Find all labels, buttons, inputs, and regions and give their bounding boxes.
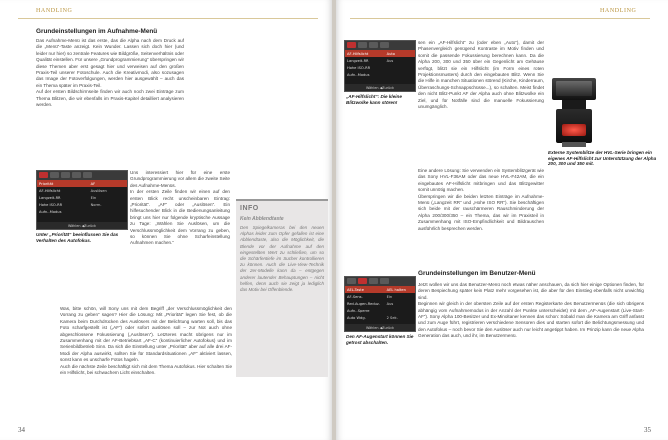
figure-caption: Den AF-Augenstart können Sie getrost abschalten. — [346, 334, 414, 345]
menu-row: Aufn.-Modus — [39, 209, 62, 214]
menu-footer: Wählen ◀Zurück — [345, 84, 415, 91]
menu-tabs — [345, 41, 415, 50]
info-box-body: Den Spiegelkameras bei den neuen Alphas leider zum Opfer gefallen ist eine Abblendtaste, also die Möglichkeit, die Blende vor der Aufnahme auf den eingestellten Wert zu schließen, um so die Schärfentiefe im Sucher kontrollieren zu können. Auch die Live-View-Technik der 2er-Modelle kann da – entgegen anderer lautender Behauptungen – nicht helfen, denn auch sie zeigt ja lediglich das Motiv bei Offenblende. — [240, 225, 324, 293]
menu-row: AEL-Taste AEL halten — [345, 286, 415, 293]
info-box-subtitle: Kein Abblendtaste — [240, 216, 284, 222]
body-paragraph: Das Aufnahme-Menü ist das erste, das die Alpha nach dem Druck auf die „Menü“-Taste anzeigt. Kein Wunder. Lassen sich doch hier (und leider nur hier) so zentrale Features wie Bildgröße, Seitenverhältnis oder Qualität einstellen. Für unsere „Grundprogrammierung“ überspringen wir diese Themen aber erst gesagt hier und verweisen auf den großen Praxis-Teil unserer Fotoschule. Auch die Kreativmodi, also sozusagen das Image der Fotoverfolgungen, werden hier ausgewählt – auch das ein Thema später im Praxis-Teil. Auf der ersten Bildschirmseite finden wir auch noch zwei Einträge zum Thema Blitzen, die wir ebenfalls im Praxis-Kapitel detailliert analysieren werden. — [36, 38, 184, 108]
body-paragraph: Jetzt wollen wir uns das Benutzer-Menü noch etwas näher anschauen, da sich hier einige Optionen finden, für deren Bespiechung später kein Platz mehr vorgesehen ist, die aber für den Einstieg ebenfalls nicht unwichtig sind. Beginnen wir gleich in der obersten Zeile auf der ersten Registerkarte des Benutzermenüs (die sich übrigens abhängig vom Aufnahmemodus in der Anzahl der Punkte unterscheidet) mit dem „AF-Augenstart (Live-Start-AF“). Sony Alpha 100-Besitzer und Ex-Minoltaner kennen das schon: Sobald man die Kamera am Griff anfasst und zum Auge führt, registrieren verschiedene Sensoren dies und starten sofort die Belichtungsmessung und den Autofokus – noch bevor Sie den Auslöser auch nur leicht angetippt haben. Im Prinzip kann die neue Alpha Generation das auch, und ihr, im Benutzermenü. — [418, 282, 644, 339]
menu-row: AF-Sens. Ein — [347, 294, 393, 299]
body-paragraph: sen ein „AF-Hilfslicht“ zu (oder eben „Auto“), damit der Phasenvergleich genügend Kontraste im Motiv finden und somit die passende Fokussierung berechnen kann. Da die Alpha 200, 300 und 350 über ein Gegenlicht am Gehäuse verfügt, blitzt sie ein Hilfslicht (im Form eines roten Projektionsmusters) durch den eingebauten Blitz. Wenn Sie die Hilfe in manchen Situationen störend (Kirche, Kinderraum, Überraschungs-Schnappschüsse...), so schalten. Meist findet den nicht Blitz-Punkt AF der Alpha auch ohne Blitzwolke ein Ziel, und für Notfälle sind die manuelle Fokussierung unumgänglich. — [418, 40, 544, 110]
figure-caption: „AF-Hilfslicht“: Die kleine Blitzwolke kann stören! — [346, 94, 402, 105]
figure-caption: Externe Systemblitze der HVL-Serie bringen ein eigenes AF-Hilfslicht zur Unterstützung der Alpha 200, 300 und 350 mit. — [548, 150, 657, 167]
menu-row: Aufn.-Modus — [347, 72, 370, 77]
section-heading: Grundeinstellungen im Aufnahme-Menü — [36, 28, 158, 35]
menu-tabs — [345, 277, 415, 286]
body-paragraph: Uns interessiert hier für eine erste Grundprogrammierung vor allem die zweite Seite des Aufnahme-Menüs. In der ersten Zeile finden wir einen auf den ersten Blick recht unscheinbaren Eintrag: „Priorität“. „AF“ oder „Auslösen“. Ein hilfesuchender Blick in die Bedienungsanleitung bringt uns hier nur folgende kryptische Aussage zu Tage: „Wählen Sie Auslösen, um die Verschlussmöglichkeit dem Vorrang zu geben, so können Sie ohne Scharfeinstellung Aufnahmen machen.“ — [130, 170, 230, 246]
menu-row: Hohe ISO-RR — [347, 65, 371, 70]
menu-row: Hohe ISO-RR Norm. — [39, 202, 102, 207]
page-number: 34 — [18, 426, 25, 434]
flash-photo — [548, 76, 600, 148]
info-box — [236, 199, 328, 377]
menu-footer: Wählen ◀Zurück — [345, 324, 415, 331]
body-paragraph: Was, bitte schön, will Sony uns mit dem Begriff „der Verschlussmöglichkeit den Vorrang zu geben“ sagen? Hier die Lösung: Mit „Priorität“ legen Sie fest, ob die Kamera beim Durchdrücken des Auslösers mit der Belichtung warten soll, bis das Foto scharfgestellt ist („AF“) oder sofort auslösen soll – zur Not auch ohne abgeschlossene Fokussierung („Auslösen“). Letzteres macht übrigens nur im Zusammenhang mit der AF-Betriebsart „AF-C“ (kontinuierlicher Autofokus) und im Serienbildbetrieb Sinn. Da sich die Einstellung unter „Priorität“ aber auf alle drei AF-Modi der Alpha auswirkt, sollten Sie für Standardsituationen „AF“ aktiviert lassen, sonst kann es unscharfe Fotos hageln. Auch die nächste Zeile beschäftigt sich mit dem Thema Autofokus. Hier schalten Sie ein Hilfslicht, bei schwachem Licht einschalten. — [60, 306, 232, 376]
af-hilfslicht-menu-screenshot — [344, 40, 416, 92]
menu-row: Auto Wdg. 2 Sek. — [347, 315, 398, 320]
header-rule — [350, 18, 650, 19]
menu-row: Langzeit-RR Aus — [347, 58, 394, 63]
menu-row: Red.Augen-Reduz. Aus — [347, 301, 394, 306]
running-head: HANDLING — [600, 8, 637, 14]
menu-footer: Wählen ◀Zurück — [37, 222, 127, 229]
aufnahme-menu-screenshot — [36, 170, 128, 230]
info-box-title: INFO — [240, 205, 259, 212]
page-number: 35 — [644, 426, 651, 434]
right-page — [336, 0, 668, 440]
section-heading: Grundeinstellungen im Benutzer-Menü — [418, 270, 536, 277]
menu-row: AF-Hilfslicht Auto — [345, 50, 415, 57]
menu-row: Priorität AF — [37, 180, 127, 187]
left-page — [0, 0, 332, 440]
menu-row: AF-Hilfslicht Auslösen — [39, 188, 107, 193]
menu-row: Langzeit-RR Ein — [39, 195, 97, 200]
figure-caption: Unter „Priorität“ beeinflussen Sie das Verhalten des Autofokus. — [36, 232, 119, 243]
menu-row: Aufn.-Sperre — [347, 308, 370, 313]
menu-tabs — [37, 171, 127, 180]
header-rule — [18, 18, 318, 19]
benutzer-menu-screenshot — [344, 276, 416, 332]
running-head: HANDLING — [36, 8, 73, 14]
body-paragraph: Eine andere Lösung: Sie verwenden ein Systemblitzgerät wie das Sony HVL-F36AM oder das neue HVL-F42AM, die ein eingebautes AF-Hilfslicht mitbringen und das Blitzgewitter somit unnötig machen. Überspringen wir die beiden letzten Einträge im Aufnahme-Menü („Langzeit RR“ und „Hohe ISO RR“). Sie beschäftigen sich beide mit der rauschärmeren Rauschminderung der Alpha 200/300/350 – ein Thema, das wir im Praxisteil in Zusammenhang mit ISO-Empfindlichkeit und Bildrauschen ausführlich besprechen werden. — [418, 168, 544, 231]
